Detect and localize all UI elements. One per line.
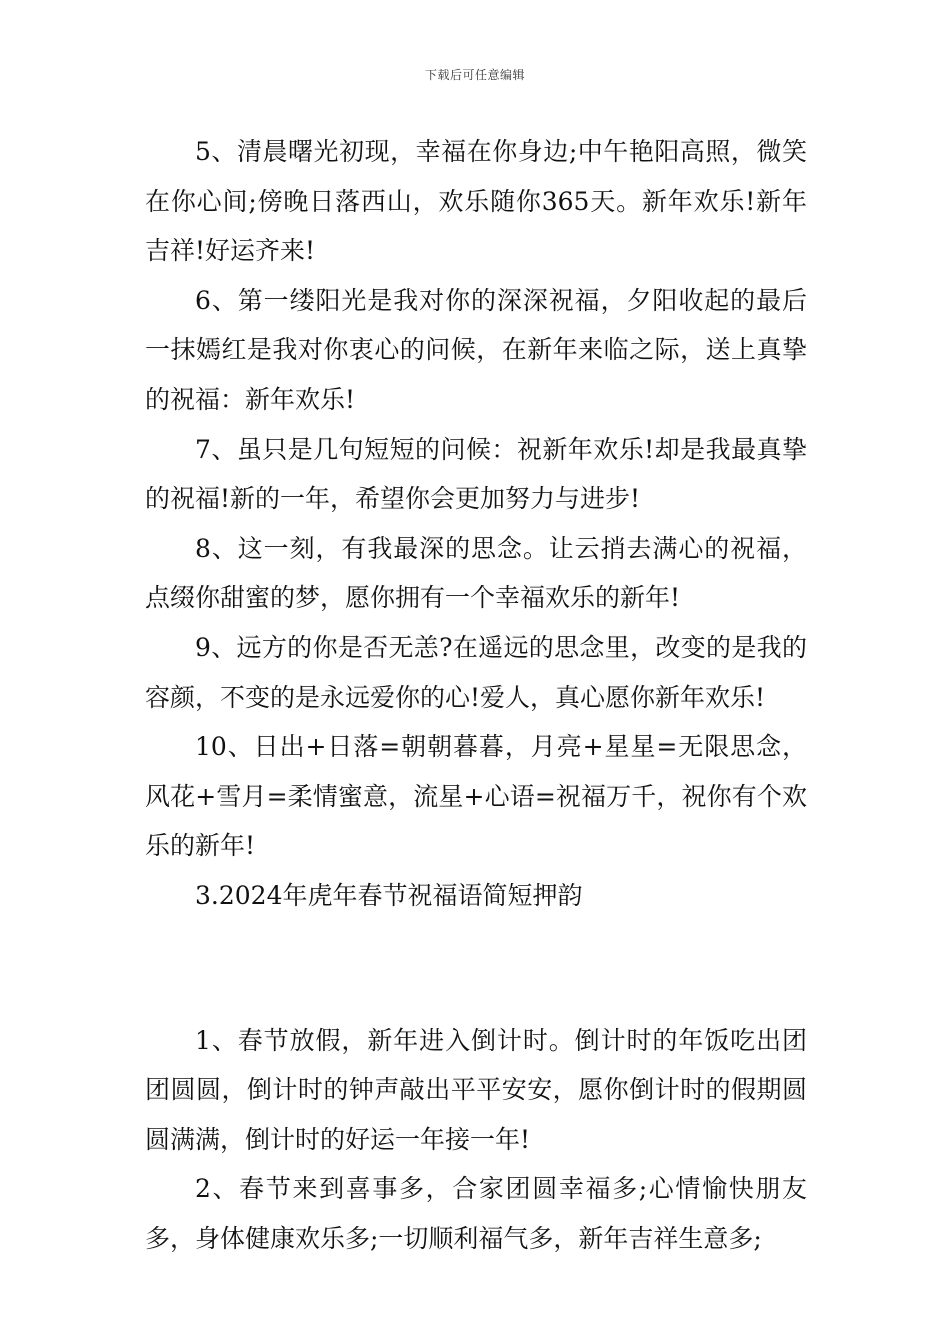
- paragraph-7: 7、虽只是几句短短的问候：祝新年欢乐!却是我最真挚的祝福!新的一年，希望你会更加努力与进步!: [145, 434, 807, 514]
- paragraph-5: 5、清晨曙光初现，幸福在你身边;中午艳阳高照，微笑在你心间;傍晚日落西山，欢乐随你365天。新年欢乐!新年吉祥!好运齐来!: [145, 137, 807, 266]
- paragraph-1: 1、春节放假，新年进入倒计时。倒计时的年饭吃出团团圆圆，倒计时的钟声敲出平平安安，愿你倒计时的假期圆圆满满，倒计时的好运一年接一年!: [145, 1025, 807, 1154]
- paragraph-10: 10、日出+日落=朝朝暮暮，月亮+星星=无限思念，风花+雪月=柔情蜜意，流星+心语=祝福万千，祝你有个欢乐的新年!: [145, 732, 807, 861]
- section-spacer: [145, 921, 807, 1016]
- document-body: [145, 127, 807, 1263]
- page-header-note: 下载后可任意编辑: [424, 68, 525, 82]
- paragraph-9: 9、远方的你是否无恙?在遥远的思念里，改变的是我的容颜，不变的是永远爱你的心!爱人，真心愿你新年欢乐!: [145, 632, 807, 712]
- paragraph-8: 8、这一刻，有我最深的思念。让云捎去满心的祝福，点缀你甜蜜的梦，愿你拥有一个幸福欢乐的新年!: [145, 533, 807, 613]
- section-title: 3.2024年虎年春节祝福语简短押韵: [195, 880, 583, 910]
- paragraph-6: 6、第一缕阳光是我对你的深深祝福，夕阳收起的最后一抹嫣红是我对你衷心的问候，在新年来临之际，送上真挚的祝福：新年欢乐!: [145, 285, 807, 414]
- paragraph-2: 2、春节来到喜事多，合家团圆幸福多;心情愉快朋友多，身体健康欢乐多;一切顺利福气多，新年吉祥生意多;: [145, 1174, 807, 1253]
